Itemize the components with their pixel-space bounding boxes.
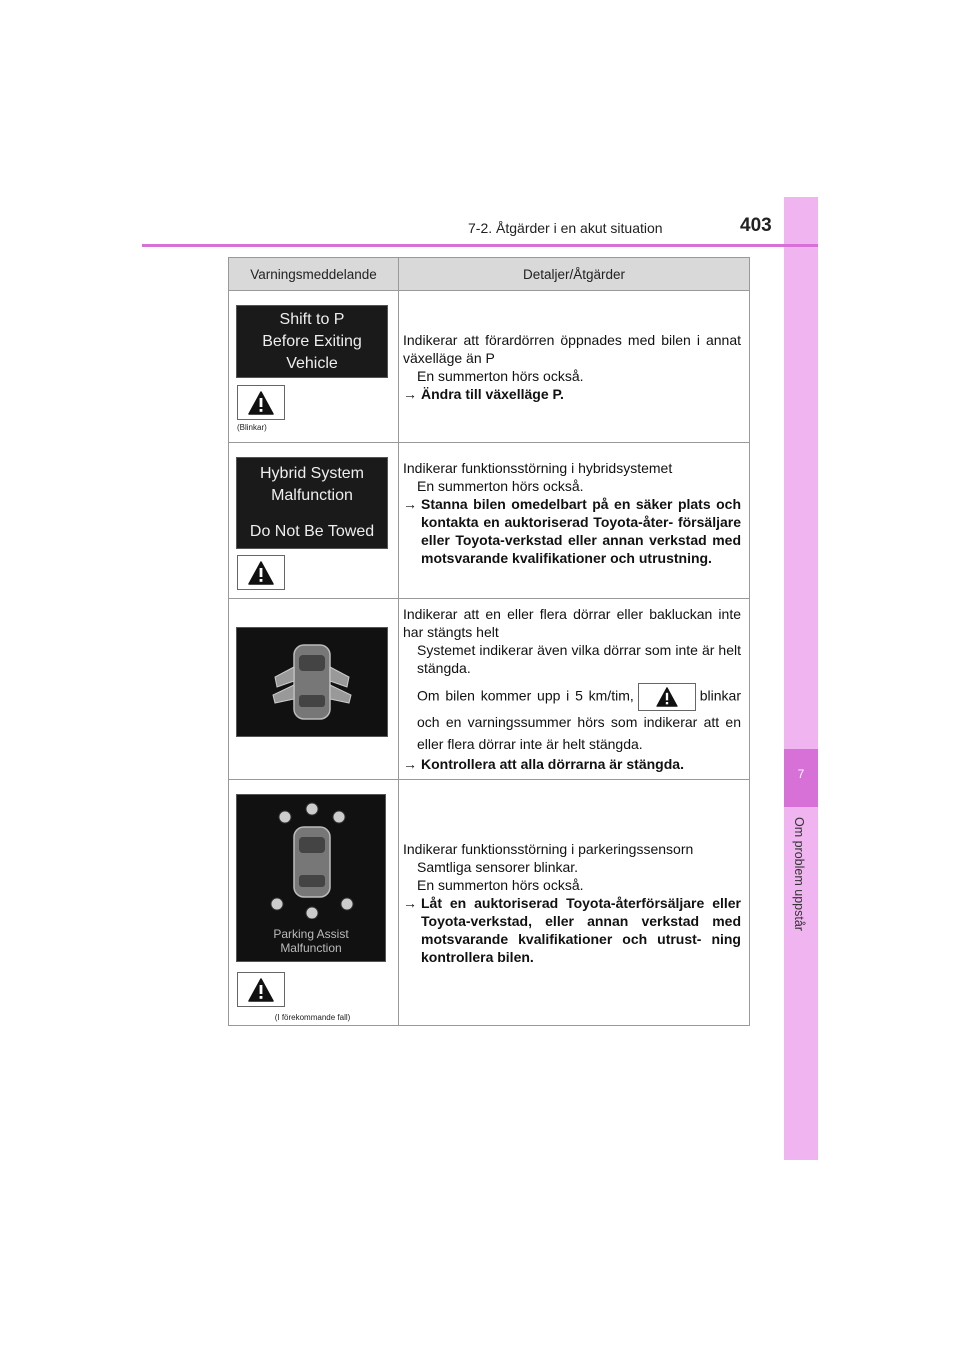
warning-message-cell <box>229 599 399 780</box>
warning-message-cell <box>229 291 399 443</box>
chapter-number: 7 <box>797 767 805 781</box>
note: En summerton hörs också. <box>417 367 584 384</box>
table-row <box>229 599 750 780</box>
page-number: 403 <box>740 215 772 236</box>
table-header-row <box>229 258 750 291</box>
warning-message-cell <box>229 780 399 1026</box>
conditional-caption: (I förekommande fall) <box>274 1013 351 1022</box>
action: → Ändra till växelläge P. <box>403 385 564 402</box>
table-row <box>229 291 750 443</box>
warning-triangle-icon <box>237 972 285 1007</box>
screen-line: Malfunction <box>280 941 342 955</box>
description: Indikerar att en eller flera dörrar eller bakluckan inte har stängts helt <box>403 606 741 640</box>
screen-line: Malfunction <box>271 487 353 504</box>
note: En summerton hörs också. <box>417 478 584 494</box>
screen-line: Shift to P <box>279 310 345 328</box>
arrow-icon: → <box>403 496 417 512</box>
screen-line: Parking Assist <box>273 927 349 941</box>
note: Samtliga sensorer blinkar. <box>417 858 579 875</box>
warning-triangle-icon <box>237 555 285 590</box>
chapter-title: Om problem uppstår <box>792 817 806 931</box>
blink-caption: (Blinkar) <box>237 423 267 432</box>
arrow-icon: → <box>403 894 417 911</box>
car-doors-open-icon <box>257 637 367 727</box>
parking-sensor-car-icon <box>257 799 367 919</box>
header-divider <box>142 244 818 247</box>
screen-line: Hybrid System <box>259 465 365 482</box>
action: → Kontrollera att alla dörrarna är stängda. <box>403 756 684 772</box>
note: Systemet indikerar även vilka dörrar som inte är helt stängda. <box>417 642 741 676</box>
description: Indikerar att förardörren öppnades med bilen i annat växelläge än P <box>403 331 741 366</box>
shift-to-p-screen <box>236 305 388 378</box>
door-open-screen <box>236 627 388 737</box>
hybrid-system-screen <box>236 457 388 549</box>
warning-message-cell <box>229 443 399 599</box>
warning-table <box>228 257 750 1026</box>
column-header-message: Varningsmeddelande <box>229 258 399 291</box>
action: → Stanna bilen omedelbart på en säker plats och kontakta en auktoriserad Toyota-åter- försäljare eller Toyota-verkstad eller annan verkstad med motsvarande kvalifikationer och utrustning. <box>403 496 741 566</box>
description: Indikerar funktionsstörning i hybridsystemet <box>403 460 673 476</box>
arrow-icon: → <box>403 756 417 772</box>
screen-line: Do Not Be Towed <box>249 523 375 540</box>
table-row <box>229 443 750 599</box>
details-cell <box>399 599 750 780</box>
section-title: 7-2. Åtgärder i en akut situation <box>468 220 663 236</box>
arrow-icon: → <box>403 385 417 402</box>
screen-line: Vehicle <box>286 354 338 372</box>
warning-triangle-icon <box>638 683 696 711</box>
parking-assist-screen <box>236 794 386 962</box>
side-chapter-tab <box>784 197 818 1160</box>
screen-line: Before Exiting <box>262 332 362 350</box>
details-cell <box>399 291 750 443</box>
details-cell <box>399 780 750 1026</box>
column-header-details: Detaljer/Åtgärder <box>399 258 750 291</box>
warning-triangle-icon <box>237 385 285 420</box>
action: → Låt en auktoriserad Toyota-återförsäljare eller Toyota-verkstad, eller annan verkstad med motsvarande kvalifikationer och utrust- ning kontrollera bilen. <box>403 894 741 965</box>
description: Indikerar funktionsstörning i parkeringssensorn <box>403 840 694 857</box>
table-row <box>229 780 750 1026</box>
note: En summerton hörs också. <box>417 876 584 893</box>
details-cell <box>399 443 750 599</box>
speed-warning-text: Om bilen kommer upp i 5 km/tim, blinkar och en varningssummer hörs som indikerar att en eller flera dörrar inte är helt stängda. <box>403 683 741 755</box>
